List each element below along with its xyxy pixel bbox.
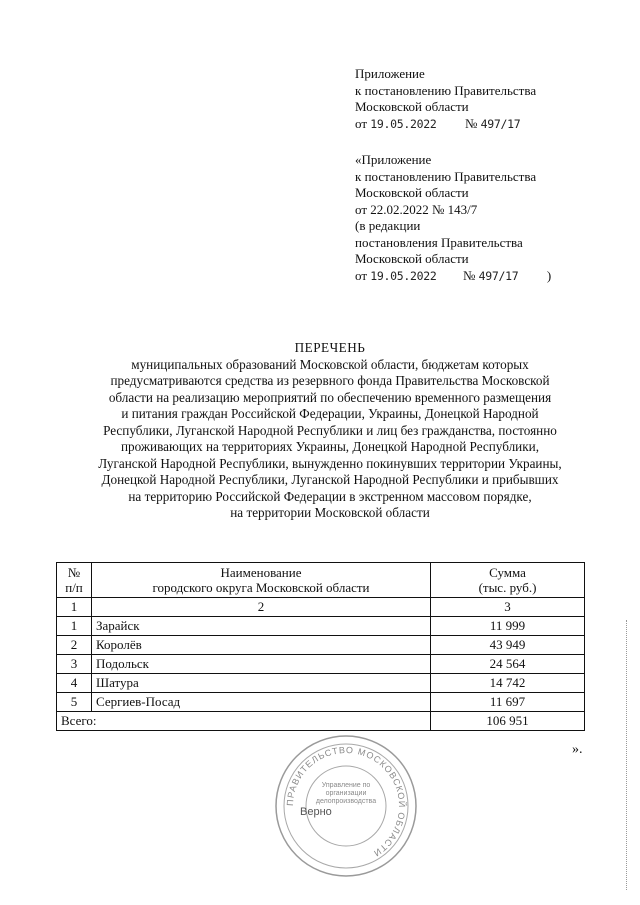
row-number: 5	[57, 693, 92, 712]
handwritten-number: 497/17	[478, 268, 519, 283]
appendix-line: (в редакции	[355, 218, 421, 233]
appendix-line: Московской области	[355, 251, 469, 266]
table-row	[57, 674, 585, 693]
page-margin-mark	[626, 620, 631, 890]
handwritten-date: 19.05.2022	[370, 268, 437, 283]
title-line: Луганской Народной Республики, вынужденно покинувших территории Украины,	[98, 455, 562, 471]
title-heading: ПЕРЕЧЕНЬ	[294, 340, 366, 355]
row-number: 4	[57, 674, 92, 693]
header-text: Наименование	[220, 565, 302, 580]
header-text: п/п	[65, 580, 83, 595]
municipalities-table	[56, 562, 585, 731]
official-seal-icon	[272, 732, 420, 880]
row-sum: 11 697	[431, 693, 585, 712]
appendix-line: Московской области	[355, 185, 469, 200]
header-sum	[431, 563, 585, 598]
closing-quote: ».	[572, 742, 583, 757]
appendix-line: к постановлению Правительства	[355, 82, 537, 98]
document-title	[60, 340, 600, 522]
row-name: Зарайск	[92, 617, 431, 636]
table-row	[57, 617, 585, 636]
handwritten-date: 19.05.2022	[370, 116, 437, 131]
total-label: Всего:	[57, 712, 431, 731]
number-prefix: №	[463, 267, 476, 283]
title-line: муниципальных образований Московской области, бюджетам которых	[131, 356, 529, 372]
date-prefix: от	[355, 267, 368, 283]
handwritten-certification: Верно	[300, 806, 332, 818]
title-line: Донецкой Народной Республики, Луганской Народной Республики и прибывших	[101, 472, 559, 487]
appendix-line: постановления Правительства	[355, 234, 523, 250]
title-line: предусматриваются средства из резервного фонда Правительства Московской	[110, 373, 550, 388]
seal-center-text: Управление по организации делопроизводства	[315, 782, 377, 805]
table-header-row	[57, 563, 585, 598]
seal-ring-text: ПРАВИТЕЛЬСТВО МОСКОВСКОЙ ОБЛАСТИ	[284, 744, 408, 859]
row-number: 3	[57, 655, 92, 674]
number-prefix: №	[465, 115, 478, 131]
column-number: 3	[431, 598, 585, 617]
column-number: 1	[57, 598, 92, 617]
header-name	[92, 563, 431, 598]
appendix-date-line	[355, 116, 536, 133]
header-number	[57, 563, 92, 598]
title-line: Республики, Луганской Народной Республики и лиц без гражданства, постоянно	[103, 422, 557, 438]
appendix-line: Московской области	[355, 99, 469, 114]
row-name: Королёв	[92, 636, 431, 655]
column-number-row	[57, 598, 585, 617]
handwritten-number: 497/17	[480, 116, 521, 131]
header-text: №	[67, 565, 81, 580]
appendix-date-line	[355, 268, 551, 285]
appendix-line: от 22.02.2022 № 143/7	[355, 201, 478, 217]
title-line: области на реализацию мероприятий по обеспечению временного размещения	[108, 389, 552, 405]
appendix-line: Приложение	[355, 66, 425, 81]
row-name: Шатура	[92, 674, 431, 693]
row-name: Подольск	[92, 655, 431, 674]
header-text: (тыс. руб.)	[478, 580, 537, 595]
total-sum: 106 951	[431, 712, 585, 731]
row-sum: 24 564	[431, 655, 585, 674]
row-sum: 11 999	[431, 617, 585, 636]
title-line: проживающих на территориях Украины, Донецкой Народной Республики,	[121, 439, 539, 454]
row-name: Сергиев-Посад	[92, 693, 431, 712]
header-text: городского округа Московской области	[152, 580, 370, 595]
header-text: Сумма	[489, 565, 526, 580]
row-number: 1	[57, 617, 92, 636]
row-number: 2	[57, 636, 92, 655]
quoted-appendix-header	[355, 152, 551, 284]
title-line: и питания граждан Российской Федерации, Украины, Донецкой Народной	[121, 406, 539, 421]
table-row	[57, 655, 585, 674]
table-row	[57, 636, 585, 655]
closing-paren: )	[546, 267, 552, 283]
appendix-header	[355, 66, 536, 132]
table-row	[57, 693, 585, 712]
appendix-line: к постановлению Правительства	[355, 168, 537, 184]
title-line: на территории Московской области	[230, 505, 430, 520]
appendix-line: «Приложение	[355, 152, 432, 167]
row-sum: 14 742	[431, 674, 585, 693]
title-line: на территорию Российской Федерации в экстренном массовом порядке,	[128, 488, 532, 504]
date-prefix: от	[355, 115, 368, 131]
row-sum: 43 949	[431, 636, 585, 655]
total-row	[57, 712, 585, 731]
column-number: 2	[92, 598, 431, 617]
